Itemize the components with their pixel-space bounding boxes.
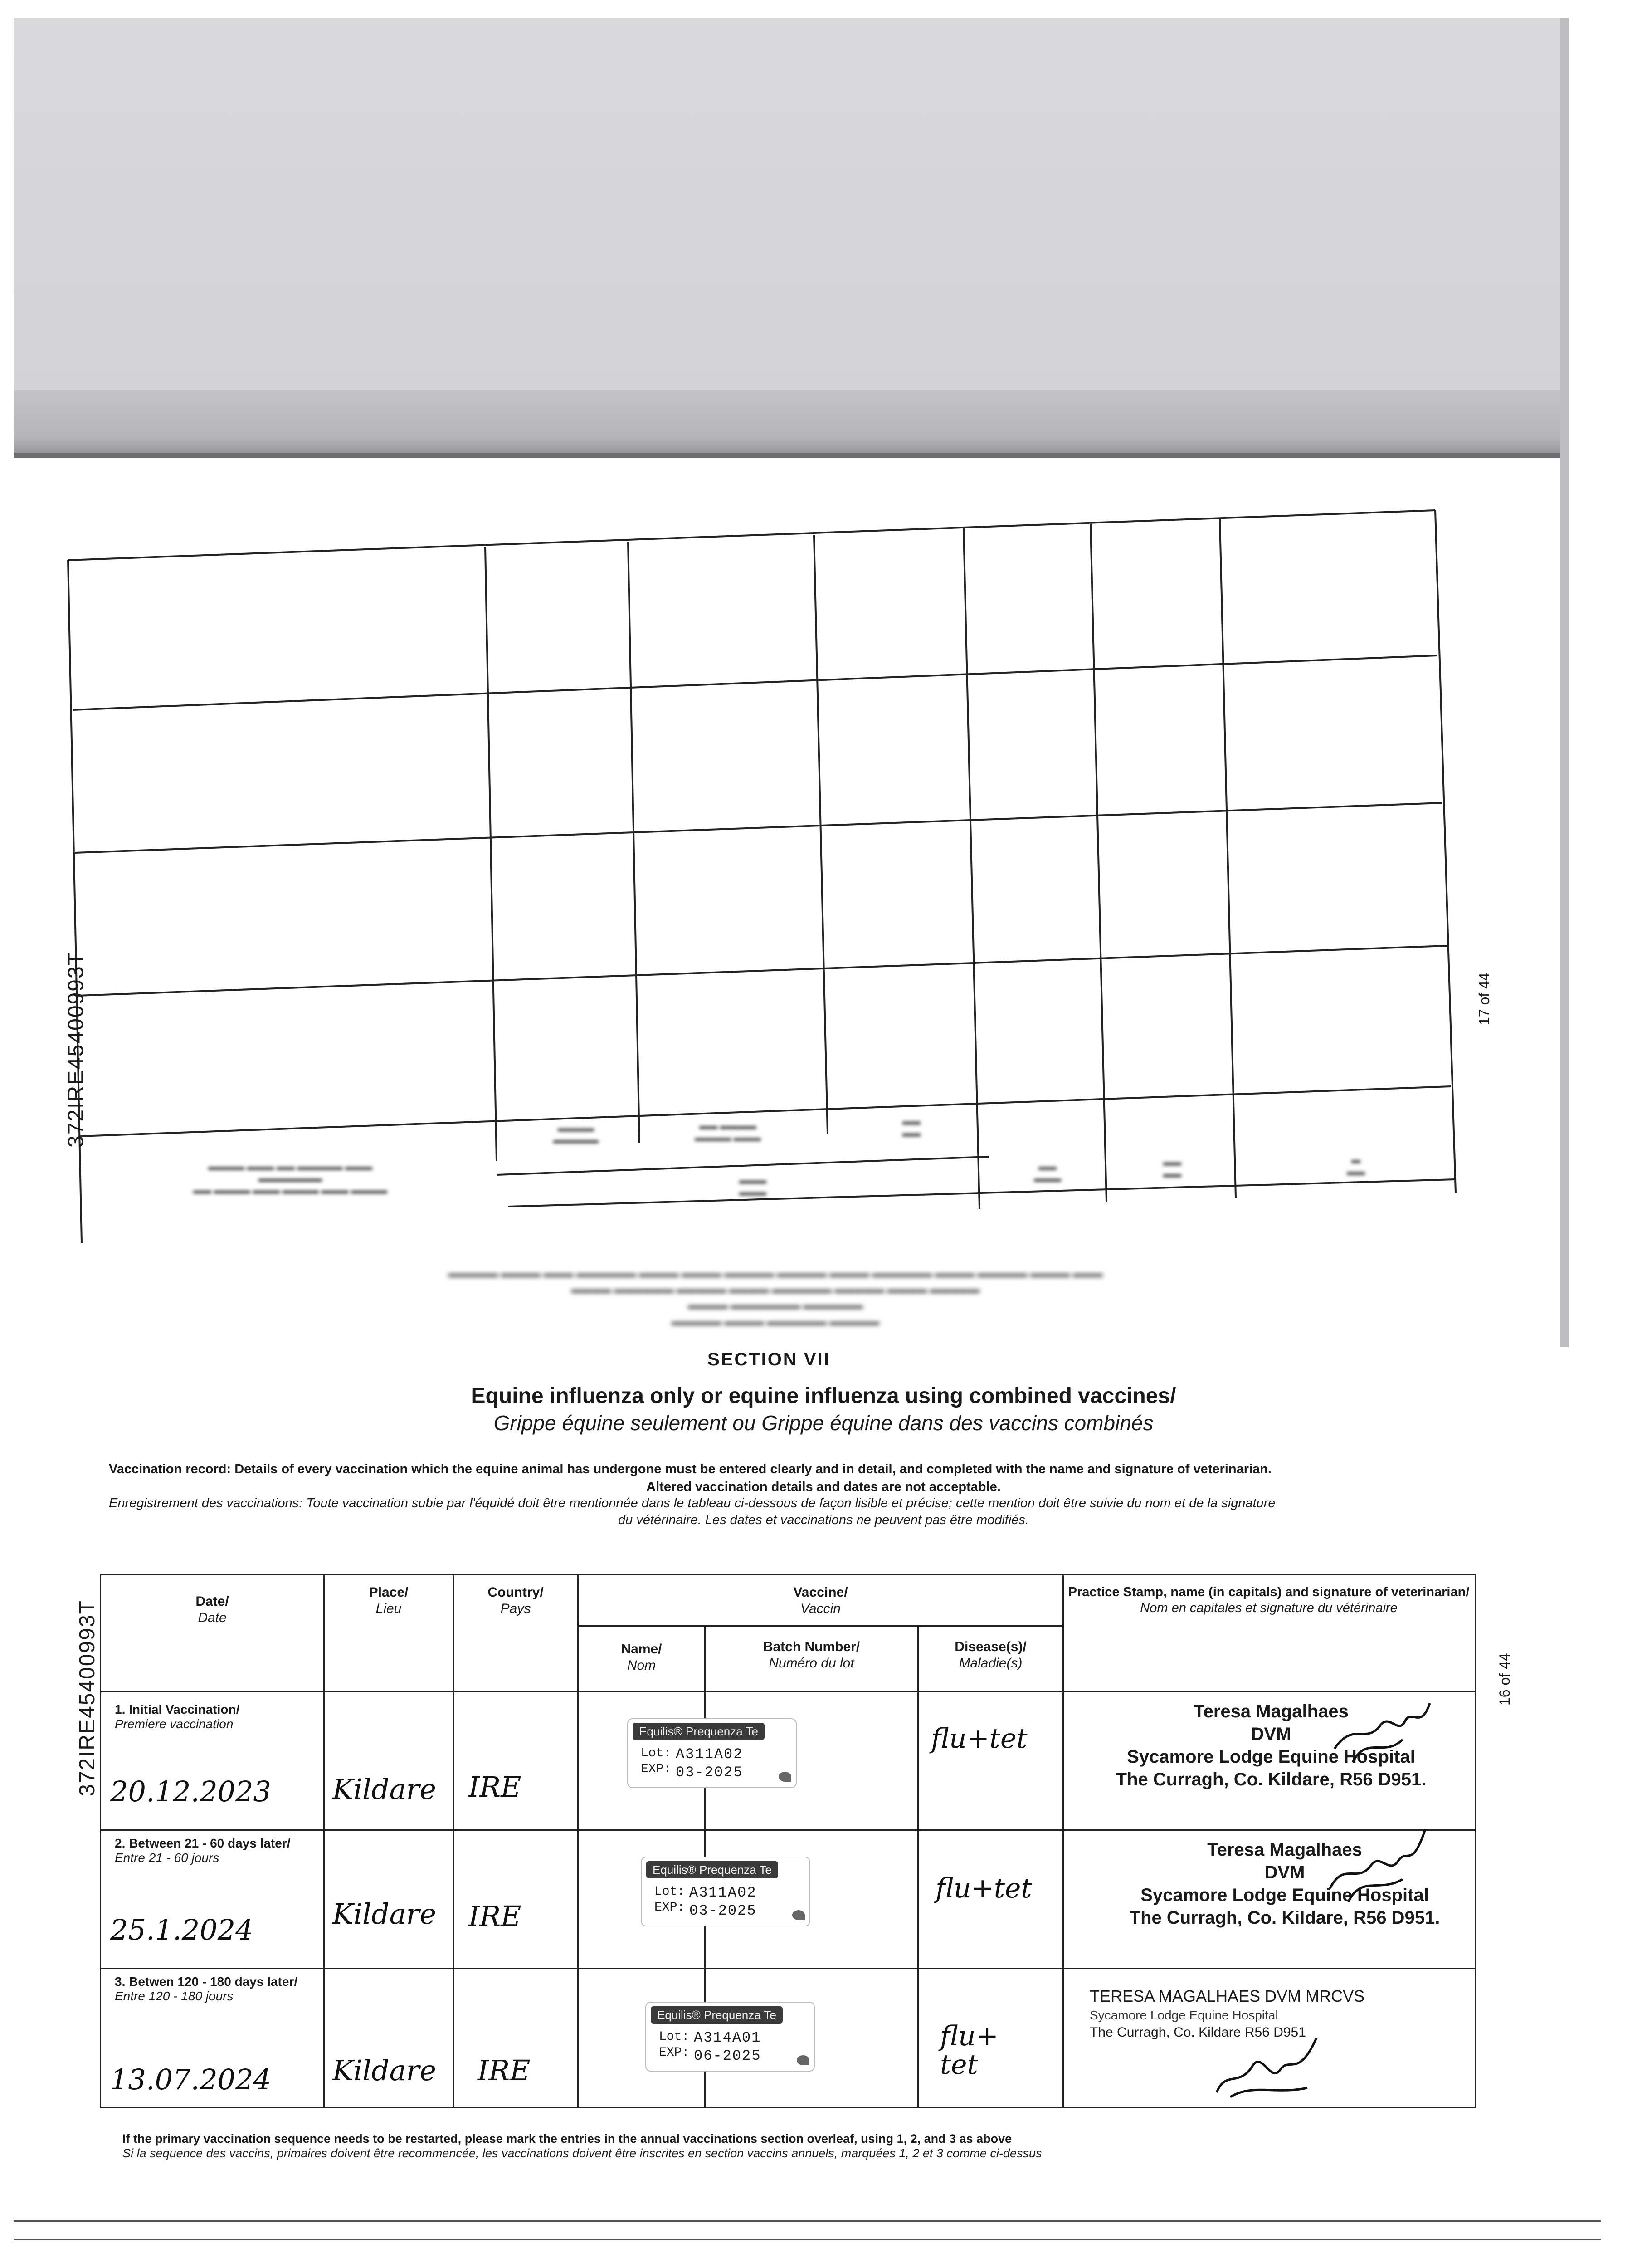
sticker-corner [779, 1772, 791, 1782]
stamp-vet-name: Teresa Magalhaes [1194, 1701, 1349, 1721]
row-3-date: 13.07.2024 [110, 2063, 271, 2096]
lot-label: Lot: [641, 1746, 672, 1760]
row-2-date: 25.1.2024 [110, 1913, 253, 1946]
vaccine-sticker-1 [627, 1718, 797, 1788]
title-french: Grippe équine seulement ou Grippe équine dans des vaccins combinés [493, 1411, 1154, 1435]
vaccine-brand: Equilis® Prequenza Te [651, 2006, 783, 2024]
stamp-practice: Sycamore Lodge Equine Hospital [1127, 1747, 1415, 1767]
row-1-country: IRE [468, 1770, 521, 1804]
row-label-2: 2. Between 21 - 60 days later/ Entre 21 - 60 jours [115, 1836, 291, 1865]
page-bottom-rule [14, 2239, 1601, 2240]
upper-blurred-header: ▬▬▬▬ ▬▬▬ ▬▬ ▬▬▬▬▬ ▬▬▬ ▬▬▬▬▬▬▬ ▬▬ ▬▬▬▬ ▬▬▬ ▬▬▬▬ ▬▬▬ ▬▬▬▬ [193, 1162, 387, 1196]
exp-date: 06-2025 [694, 2048, 761, 2064]
upper-document-id: 372IRE45400993T [64, 951, 88, 1148]
row-3-signature [1208, 2029, 1325, 2106]
header-disease: Disease(s)/ Maladie(s) [955, 1639, 1027, 1671]
section-title: SECTION VII [707, 1349, 830, 1369]
header-vaccine-name: Name/ Nom [621, 1642, 662, 1673]
row-2-signature [1316, 1820, 1434, 1911]
record-altered-note: Altered vaccination details and dates are not acceptable. [646, 1480, 1001, 1494]
sticker-corner [792, 1910, 805, 1920]
stamp-practice: Sycamore Lodge Equine Hospital [1140, 1885, 1429, 1905]
vaccine-sticker-2 [641, 1857, 810, 1926]
page-bottom-rule [14, 2220, 1601, 2222]
stamp-vet-title: DVM [1251, 1724, 1291, 1744]
header-batch-number: Batch Number/ Numéro du lot [763, 1639, 860, 1671]
exp-date: 03-2025 [676, 1764, 743, 1781]
stamp-vet-name: Teresa Magalhaes [1207, 1840, 1362, 1860]
record-instructions-en: Vaccination record: Details of every vaccination which the equine animal has undergone must be entered clearly and in detail, and completed with the name and signature of veterinarian. [109, 1462, 1272, 1476]
exp-label: EXP: [659, 2046, 690, 2060]
header-date: Date/ Date [195, 1594, 229, 1625]
upper-blurred-header: ▬▬ ▬▬▬ [1034, 1162, 1061, 1184]
vaccine-brand: Equilis® Prequenza Te [646, 1861, 778, 1878]
header-practice-stamp: Practice Stamp, name (in capitals) and signature of veterinarian/ Nom en capitales et signature du vétérinaire [1068, 1585, 1470, 1615]
stamp-practice: Sycamore Lodge Equine Hospital [1090, 2008, 1278, 2022]
vaccine-sticker-3 [645, 2002, 815, 2072]
record-instructions-fr: Enregistrement des vaccinations: Toute vaccination subie par l'équidé doit être mentionnée dans le tableau ci-dessous de façon lisible et précise; cette mention doit être suivie du nom et de la signature [109, 1496, 1276, 1510]
lot-number: A311A02 [676, 1746, 743, 1763]
lot-label: Lot: [654, 1885, 685, 1899]
vaccination-table [100, 1574, 1476, 2108]
lot-number: A314A01 [694, 2029, 761, 2046]
record-instructions-fr-2: du vétérinaire. Les dates et vaccinations ne peuvent pas être modifiés. [618, 1513, 1029, 1527]
row-3-country: IRE [478, 2054, 531, 2087]
upper-blurred-footnote: ▬▬▬▬▬ ▬▬▬▬ ▬▬▬ ▬▬▬▬▬▬ ▬▬▬▬ ▬▬▬▬ ▬▬▬▬▬ ▬▬▬▬▬ ▬▬▬▬ ▬▬▬▬▬▬ ▬▬▬▬ ▬▬▬▬▬ ▬▬▬▬ ▬▬▬ ▬▬▬▬ ▬▬▬▬▬▬ ▬▬▬▬▬ ▬▬▬▬ ▬▬▬▬▬▬ ▬▬▬▬▬ ▬▬▬▬ ▬▬▬▬▬ ▬▬▬▬ ▬▬▬▬▬▬▬ ▬▬▬▬▬▬ ▬▬▬▬▬ ▬▬▬▬ ▬▬▬▬▬▬ ▬▬▬▬▬ [448, 1268, 1103, 1327]
row-label-3: 3. Betwen 120 - 180 days later/ Entre 120 - 180 jours [115, 1975, 298, 2004]
stamp-address: The Curragh, Co. Kildare R56 D951 [1090, 2025, 1306, 2040]
row-1-place: Kildare [332, 1773, 436, 1806]
row-2-country: IRE [468, 1900, 521, 1933]
stamp-address: The Curragh, Co. Kildare, R56 D951. [1129, 1908, 1440, 1928]
title-english: Equine influenza only or equine influenza using combined vaccines/ [471, 1384, 1176, 1408]
header-country: Country/ Pays [487, 1585, 544, 1616]
lot-label: Lot: [659, 2030, 690, 2044]
upper-blurred-header: ▬▬ ▬▬▬▬ ▬▬▬▬ ▬▬▬ [695, 1121, 761, 1143]
row-1-signature [1325, 1694, 1443, 1776]
header-vaccine: Vaccine/ Vaccin [793, 1585, 848, 1616]
exp-label: EXP: [641, 1762, 672, 1776]
stamp-address: The Curragh, Co. Kildare, R56 D951. [1116, 1769, 1427, 1789]
row-2-place: Kildare [332, 1897, 436, 1931]
footnote-english: If the primary vaccination sequence needs to be restarted, please mark the entries in the annual vaccinations section overleaf, using 1, 2, and 3 as above [122, 2132, 1012, 2146]
stamp-vet-name: TERESA MAGALHAES DVM MRCVS [1090, 1987, 1365, 2005]
upper-page-number: 17 of 44 [1476, 973, 1492, 1025]
row-2-disease: flu+tet [936, 1872, 1032, 1904]
upper-blurred-header: ▬▬▬ ▬▬▬ [739, 1176, 766, 1198]
row-3-place: Kildare [332, 2054, 436, 2087]
header-place: Place/ Lieu [369, 1585, 409, 1616]
row-1-date: 20.12.2023 [110, 1775, 271, 1808]
sticker-corner [797, 2055, 809, 2065]
footnote-french: Si la sequence des vaccins, primaires doivent être recommencée, les vaccinations doivent être inscrites en section vaccins annuels, marquées 1, 2 et 3 comme ci-dessus [122, 2146, 1042, 2160]
stamp-vet-title: DVM [1264, 1862, 1305, 1882]
lower-document-id: 372IRE45400993T [75, 1600, 99, 1796]
row-3-disease: flu+ tet [940, 2020, 999, 2081]
lower-page-number: 16 of 44 [1496, 1653, 1513, 1706]
row-1-disease: flu+tet [931, 1723, 1028, 1755]
row-label-1: 1. Initial Vaccination/ Premiere vaccination [115, 1702, 240, 1731]
upper-blurred-header: ▬▬▬▬ ▬▬▬▬▬ [553, 1124, 599, 1145]
vaccine-brand: Equilis® Prequenza Te [633, 1723, 765, 1740]
lot-number: A311A02 [689, 1884, 757, 1901]
upper-blurred-header: ▬ ▬▬ [1347, 1155, 1365, 1177]
upper-blurred-header: ▬▬ ▬▬ [1163, 1158, 1181, 1179]
upper-blurred-header: ▬▬ ▬▬ [902, 1117, 921, 1139]
exp-label: EXP: [654, 1901, 685, 1915]
exp-date: 03-2025 [689, 1902, 757, 1919]
